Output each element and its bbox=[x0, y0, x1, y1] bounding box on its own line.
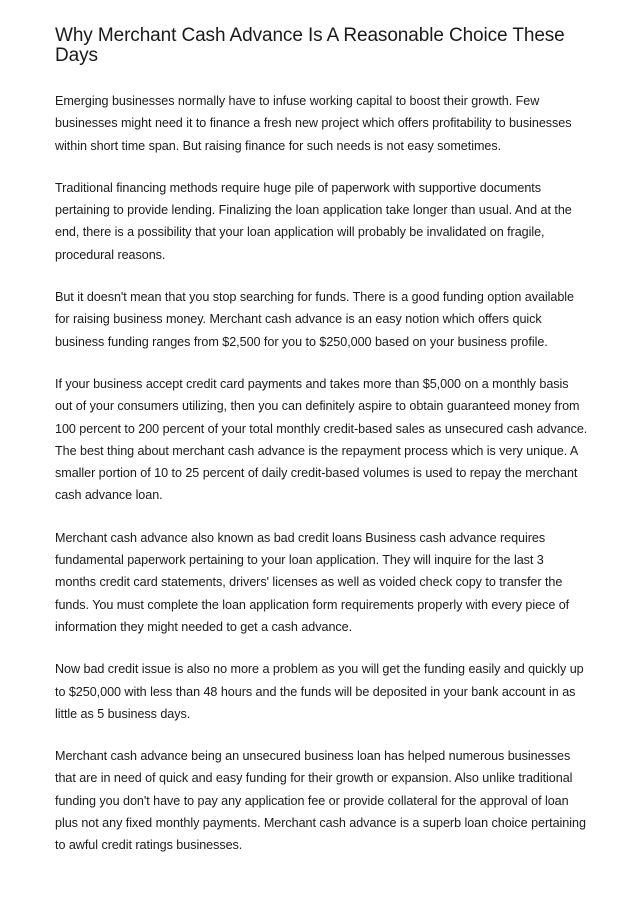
paragraph-7: Merchant cash advance being an unsecured business loan has helped numerous businesses that are in need of quick and easy funding for their growth or expansion. Also unlike traditional funding you don't have to pay any application fee or provide collateral for the approval of loan plus not any fixed monthly payments. Merchant cash advance is a superb loan choice pertaining to awful credit ratings businesses. bbox=[55, 749, 586, 853]
paragraph-4: If your business accept credit card payments and takes more than $5,000 on a monthly basis out of your consumers utilizing, then you can definitely aspire to obtain guaranteed money from 100 percent to 200 percent of your total monthly credit-based sales as unsecured cash advance. The best thing about merchant cash advance is the repayment process which is very unique. A smaller portion of 10 to 25 percent of daily credit-based volumes is used to repay the merchant cash advance loan. bbox=[55, 376, 588, 503]
page-title: Why Merchant Cash Advance Is A Reasonable Choice These Days bbox=[55, 25, 565, 66]
paragraph-6: Now bad credit issue is also no more a problem as you will get the funding easily and quickly up to $250,000 with less than 48 hours and the funds will be deposited in your bank account in as little as 5 business days. bbox=[55, 662, 584, 721]
paragraph-2: Traditional financing methods require huge pile of paperwork with supportive documents pertaining to provide lending. Finalizing the loan application take longer than usual. And at the end, there is a possibility that your loan application will probably be invalidated on fragile, procedural reasons. bbox=[55, 180, 572, 262]
paragraph-1: Emerging businesses normally have to infuse working capital to boost their growth. Few businesses might need it to finance a fresh new project which offers profitability to businesses within short time span. But raising finance for such needs is not easy sometimes. bbox=[55, 94, 572, 153]
paragraph-3: But it doesn't mean that you stop searching for funds. There is a good funding option available for raising business money. Merchant cash advance is an easy notion which offers quick business funding ranges from $2,500 for you to $250,000 based on your business profile. bbox=[55, 290, 575, 349]
paragraph-5: Merchant cash advance also known as bad credit loans Business cash advance requires fundamental paperwork pertaining to your loan application. They will inquire for the last 3 months credit card statements, drivers' licenses as well as voided check copy to transfer the funds. You must complete the loan application form requirements properly with every piece of information they might needed to get a cash advance. bbox=[55, 530, 570, 634]
